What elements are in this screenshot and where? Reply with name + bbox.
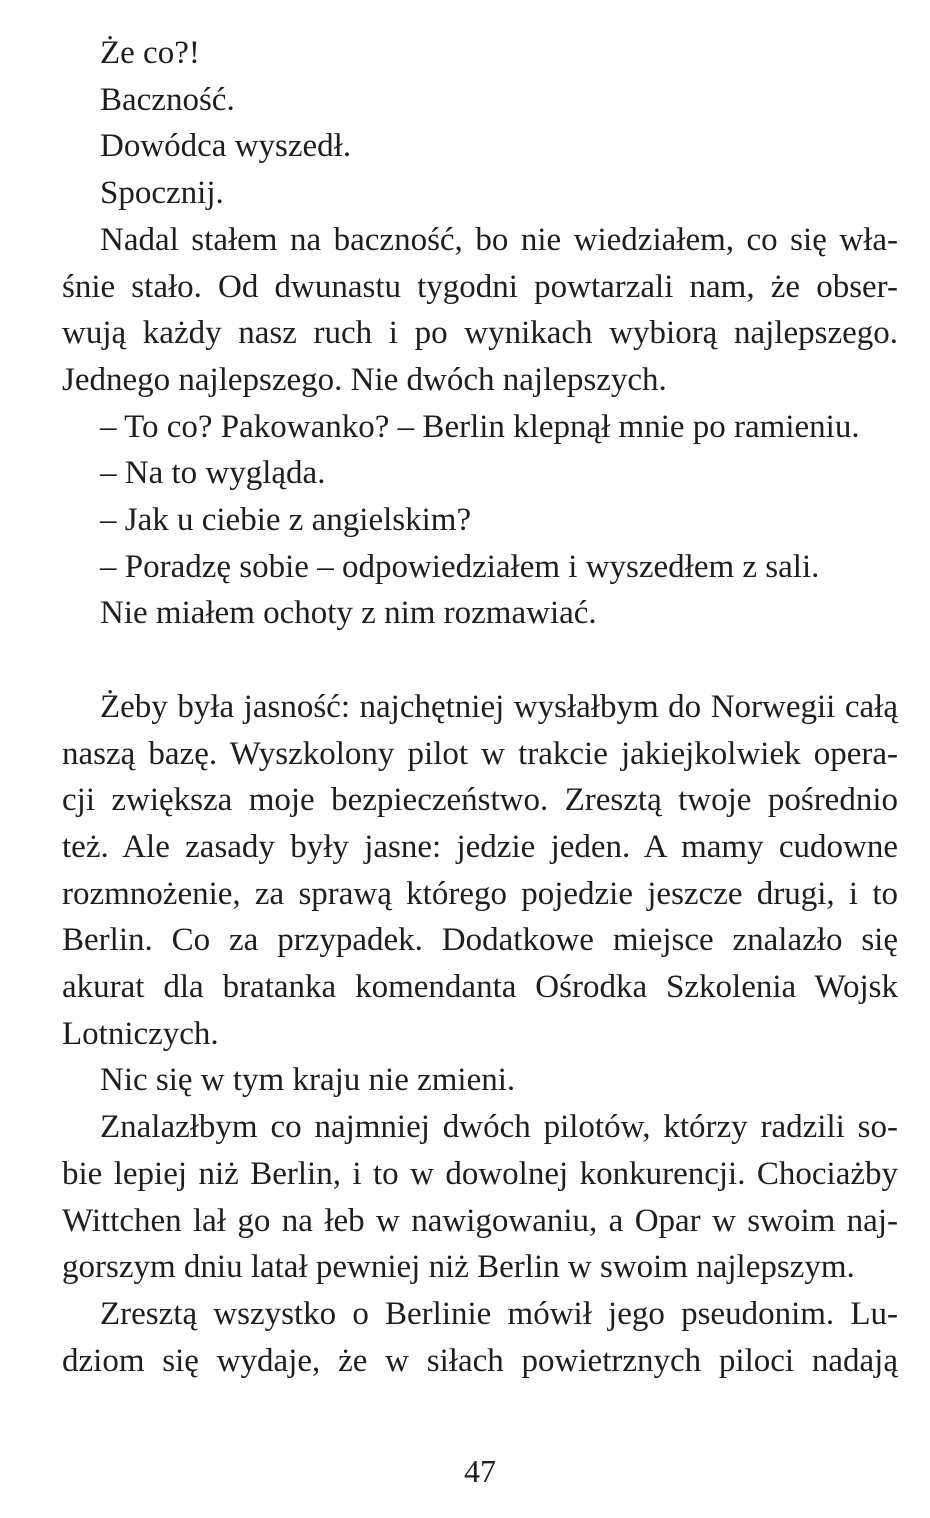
text-line: naszą bazę. Wyszkolony pilot w trakcie jakiejkolwiek opera- bbox=[62, 735, 898, 772]
text-line: Żeby była jasność: najchętniej wysłałbym do Norwegii całą bbox=[100, 688, 898, 725]
text-line: Baczność. bbox=[100, 81, 235, 118]
text-line: Znalazłbym co najmniej dwóch pilotów, którzy radzili so- bbox=[100, 1109, 898, 1146]
text-line: Zresztą wszystko o Berlinie mówił jego pseudonim. Lu- bbox=[100, 1295, 898, 1332]
text-line: Wittchen lał go na łeb w nawigowaniu, a Opar w swoim naj- bbox=[62, 1202, 898, 1239]
text-line: gorszym dniu latał pewniej niż Berlin w swoim najlepszym. bbox=[62, 1249, 855, 1286]
text-line: Nadal stałem na baczność, bo nie wiedziałem, co się wła- bbox=[100, 221, 898, 258]
text-line: wują każdy nasz ruch i po wynikach wybiorą najlepszego. bbox=[62, 315, 898, 352]
text-line: Jednego najlepszego. Nie dwóch najlepszych. bbox=[62, 361, 667, 398]
text-line: – Jak u ciebie z angielskim? bbox=[100, 502, 472, 539]
text-line: akurat dla bratanka komendanta Ośrodka Szkolenia Wojsk bbox=[62, 969, 898, 1006]
text-line: Lotniczych. bbox=[62, 1015, 219, 1052]
text-line: – Na to wygląda. bbox=[100, 455, 326, 492]
text-line: bie lepiej niż Berlin, i to w dowolnej konkurencji. Chociażby bbox=[62, 1155, 898, 1192]
text-line: – Poradzę sobie – odpowiedziałem i wyszedłem z sali. bbox=[100, 548, 820, 585]
text-column bbox=[62, 30, 898, 1384]
text-line: śnie stało. Od dwunastu tygodni powtarzali nam, że obser- bbox=[62, 268, 898, 305]
blank-line bbox=[62, 637, 898, 684]
text-line: Nic się w tym kraju nie zmieni. bbox=[100, 1062, 516, 1099]
text-line: dziom się wydaje, że w siłach powietrznych piloci nadają bbox=[62, 1342, 898, 1379]
page-number: 47 bbox=[464, 1453, 496, 1489]
text-line: Dowódca wyszedł. bbox=[100, 128, 352, 165]
text-line: Spocznij. bbox=[100, 175, 224, 212]
text-line: też. Ale zasady były jasne: jedzie jeden. A mamy cudowne bbox=[62, 828, 898, 865]
text-line: Berlin. Co za przypadek. Dodatkowe miejsce znalazło się bbox=[62, 922, 898, 959]
text-line: cji zwiększa moje bezpieczeństwo. Zresztą twoje pośrednio bbox=[62, 782, 898, 819]
text-line: rozmnożenie, za sprawą którego pojedzie jeszcze drugi, i to bbox=[62, 875, 898, 912]
text-line: Że co?! bbox=[100, 35, 200, 71]
text-line: Nie miałem ochoty z nim rozmawiać. bbox=[100, 595, 597, 632]
text-line: – To co? Pakowanko? – Berlin klepnął mnie po ramieniu. bbox=[100, 408, 860, 445]
